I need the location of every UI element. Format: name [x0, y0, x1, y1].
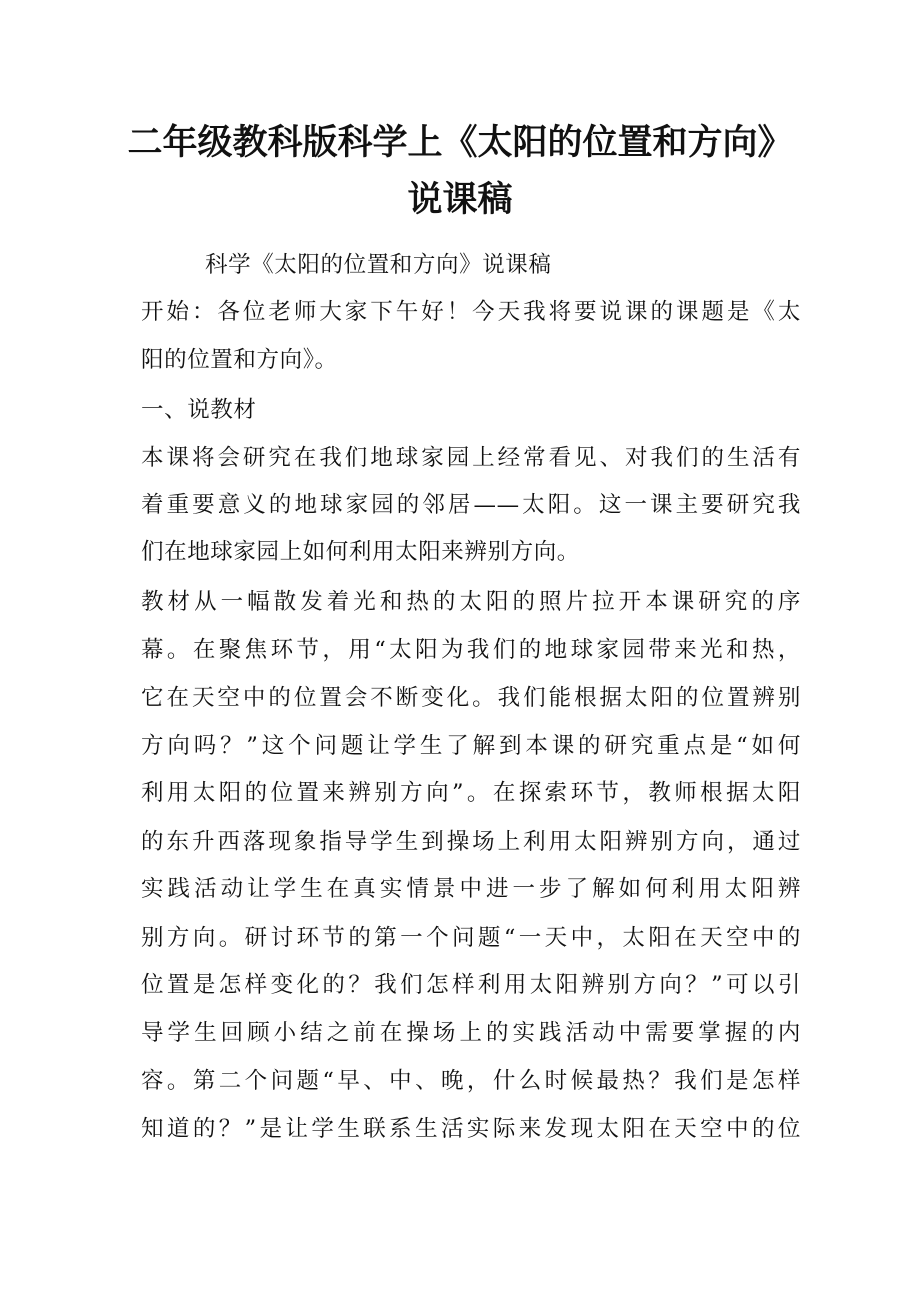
paragraph-line: 们在地球家园上如何利用太阳来辨别方向。: [141, 539, 580, 565]
paragraph-line: 阳的位置和方向》。: [141, 347, 338, 373]
paragraph-line: 位置是怎样变化的？我们怎样利用太阳辨别方向？”可以引: [141, 972, 801, 998]
paragraph-line: 着重要意义的地球家园的邻居——太阳。这一课主要研究我: [141, 492, 801, 518]
paragraph-line: 知道的？”是让学生联系生活实际来发现太阳在天空中的位: [141, 1116, 801, 1142]
document-subtitle: 科学《太阳的位置和方向》说课稿: [205, 252, 552, 278]
paragraph-line: 实践活动让学生在真实情景中进一步了解如何利用太阳辨: [141, 876, 801, 902]
paragraph-line: 开始：各位老师大家下午好！今天我将要说课的课题是《太: [141, 299, 801, 325]
section-heading: 一、说教材: [141, 397, 257, 423]
paragraph-line: 教材从一幅散发着光和热的太阳的照片拉开本课研究的序: [141, 589, 801, 615]
paragraph-line: 的东升西落现象指导学生到操场上利用太阳辨别方向，通过: [141, 829, 801, 855]
paragraph-line: 本课将会研究在我们地球家园上经常看见、对我们的生活有: [141, 445, 801, 471]
paragraph-line: 它在天空中的位置会不断变化。我们能根据太阳的位置辨别: [141, 685, 801, 711]
paragraph-line: 导学生回顾小结之前在操场上的实践活动中需要掌握的内: [141, 1020, 801, 1046]
document-title-line-2: 说课稿: [407, 180, 513, 220]
paragraph-line: 别方向。研讨环节的第一个问题“一天中，太阳在天空中的: [141, 925, 801, 951]
document-title-line-1: 二年级教科版科学上《太阳的位置和方向》: [127, 123, 793, 163]
paragraph-line: 利用太阳的位置来辨别方向”。在探索环节，教师根据太阳: [141, 780, 801, 806]
paragraph-line: 幕。在聚焦环节，用“太阳为我们的地球家园带来光和热，: [141, 637, 801, 663]
paragraph-line: 方向吗？”这个问题让学生了解到本课的研究重点是“如何: [141, 733, 801, 759]
paragraph-line: 容。第二个问题“早、中、晚，什么时候最热？我们是怎样: [141, 1068, 801, 1094]
